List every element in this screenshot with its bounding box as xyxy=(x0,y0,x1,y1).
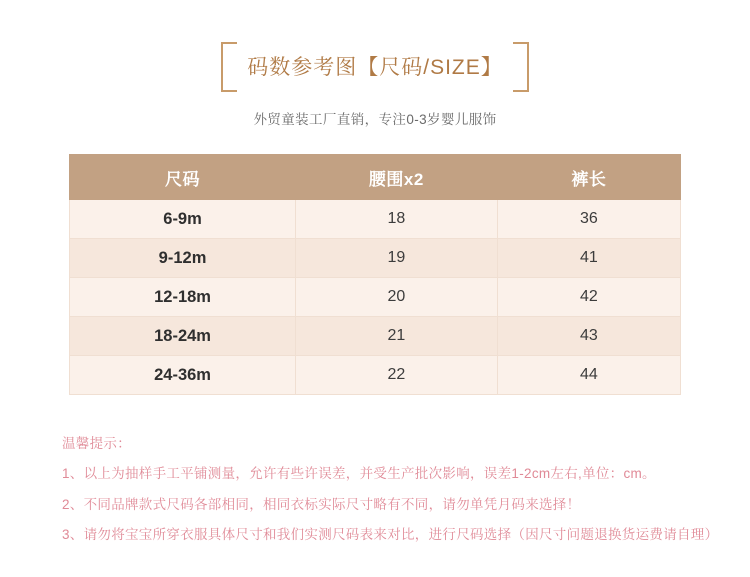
cell-waist: 19 xyxy=(296,239,498,278)
note-line-3: 3、请勿将宝宝所穿衣服具体尺寸和我们实测尺码表来对比，进行尺码选择（因尺寸问题退换货运费请自理） xyxy=(62,527,719,543)
cell-waist: 22 xyxy=(296,356,498,395)
page-subtitle: 外贸童装工厂直销，专注0-3岁婴儿服饰 xyxy=(253,112,497,127)
note-line-1: 1、以上为抽样手工平铺测量，允许有些许误差，并受生产批次影响，误差1-2cm左右,单位：cm。 xyxy=(62,466,656,482)
cell-size: 12-18m xyxy=(70,278,296,317)
table-row xyxy=(70,356,681,395)
title-container xyxy=(0,42,750,92)
table-row xyxy=(70,278,681,317)
table-row xyxy=(70,200,681,239)
cell-size: 18-24m xyxy=(70,317,296,356)
size-chart-page xyxy=(0,42,750,577)
cell-length: 36 xyxy=(497,200,680,239)
cell-size: 6-9m xyxy=(70,200,296,239)
notes-section xyxy=(62,429,750,551)
cell-length: 41 xyxy=(497,239,680,278)
column-header-size: 尺码 xyxy=(70,155,296,200)
cell-size: 9-12m xyxy=(70,239,296,278)
table-row xyxy=(70,317,681,356)
column-header-length: 裤长 xyxy=(497,155,680,200)
page-title: 码数参考图【尺码/SIZE】 xyxy=(221,42,529,92)
notes-title: 温馨提示： xyxy=(62,436,131,451)
cell-waist: 18 xyxy=(296,200,498,239)
size-table-container xyxy=(69,154,681,395)
cell-waist: 20 xyxy=(296,278,498,317)
cell-size: 24-36m xyxy=(70,356,296,395)
size-table xyxy=(69,154,681,395)
cell-waist: 21 xyxy=(296,317,498,356)
column-header-waist: 腰围x2 xyxy=(296,155,498,200)
note-line-2: 2、不同品牌款式尺码各部相同，相同衣标实际尺寸略有不同，请勿单凭月码来选择！ xyxy=(62,496,581,512)
cell-length: 43 xyxy=(497,317,680,356)
cell-length: 44 xyxy=(497,356,680,395)
cell-length: 42 xyxy=(497,278,680,317)
table-header-row xyxy=(70,155,681,200)
table-row xyxy=(70,239,681,278)
